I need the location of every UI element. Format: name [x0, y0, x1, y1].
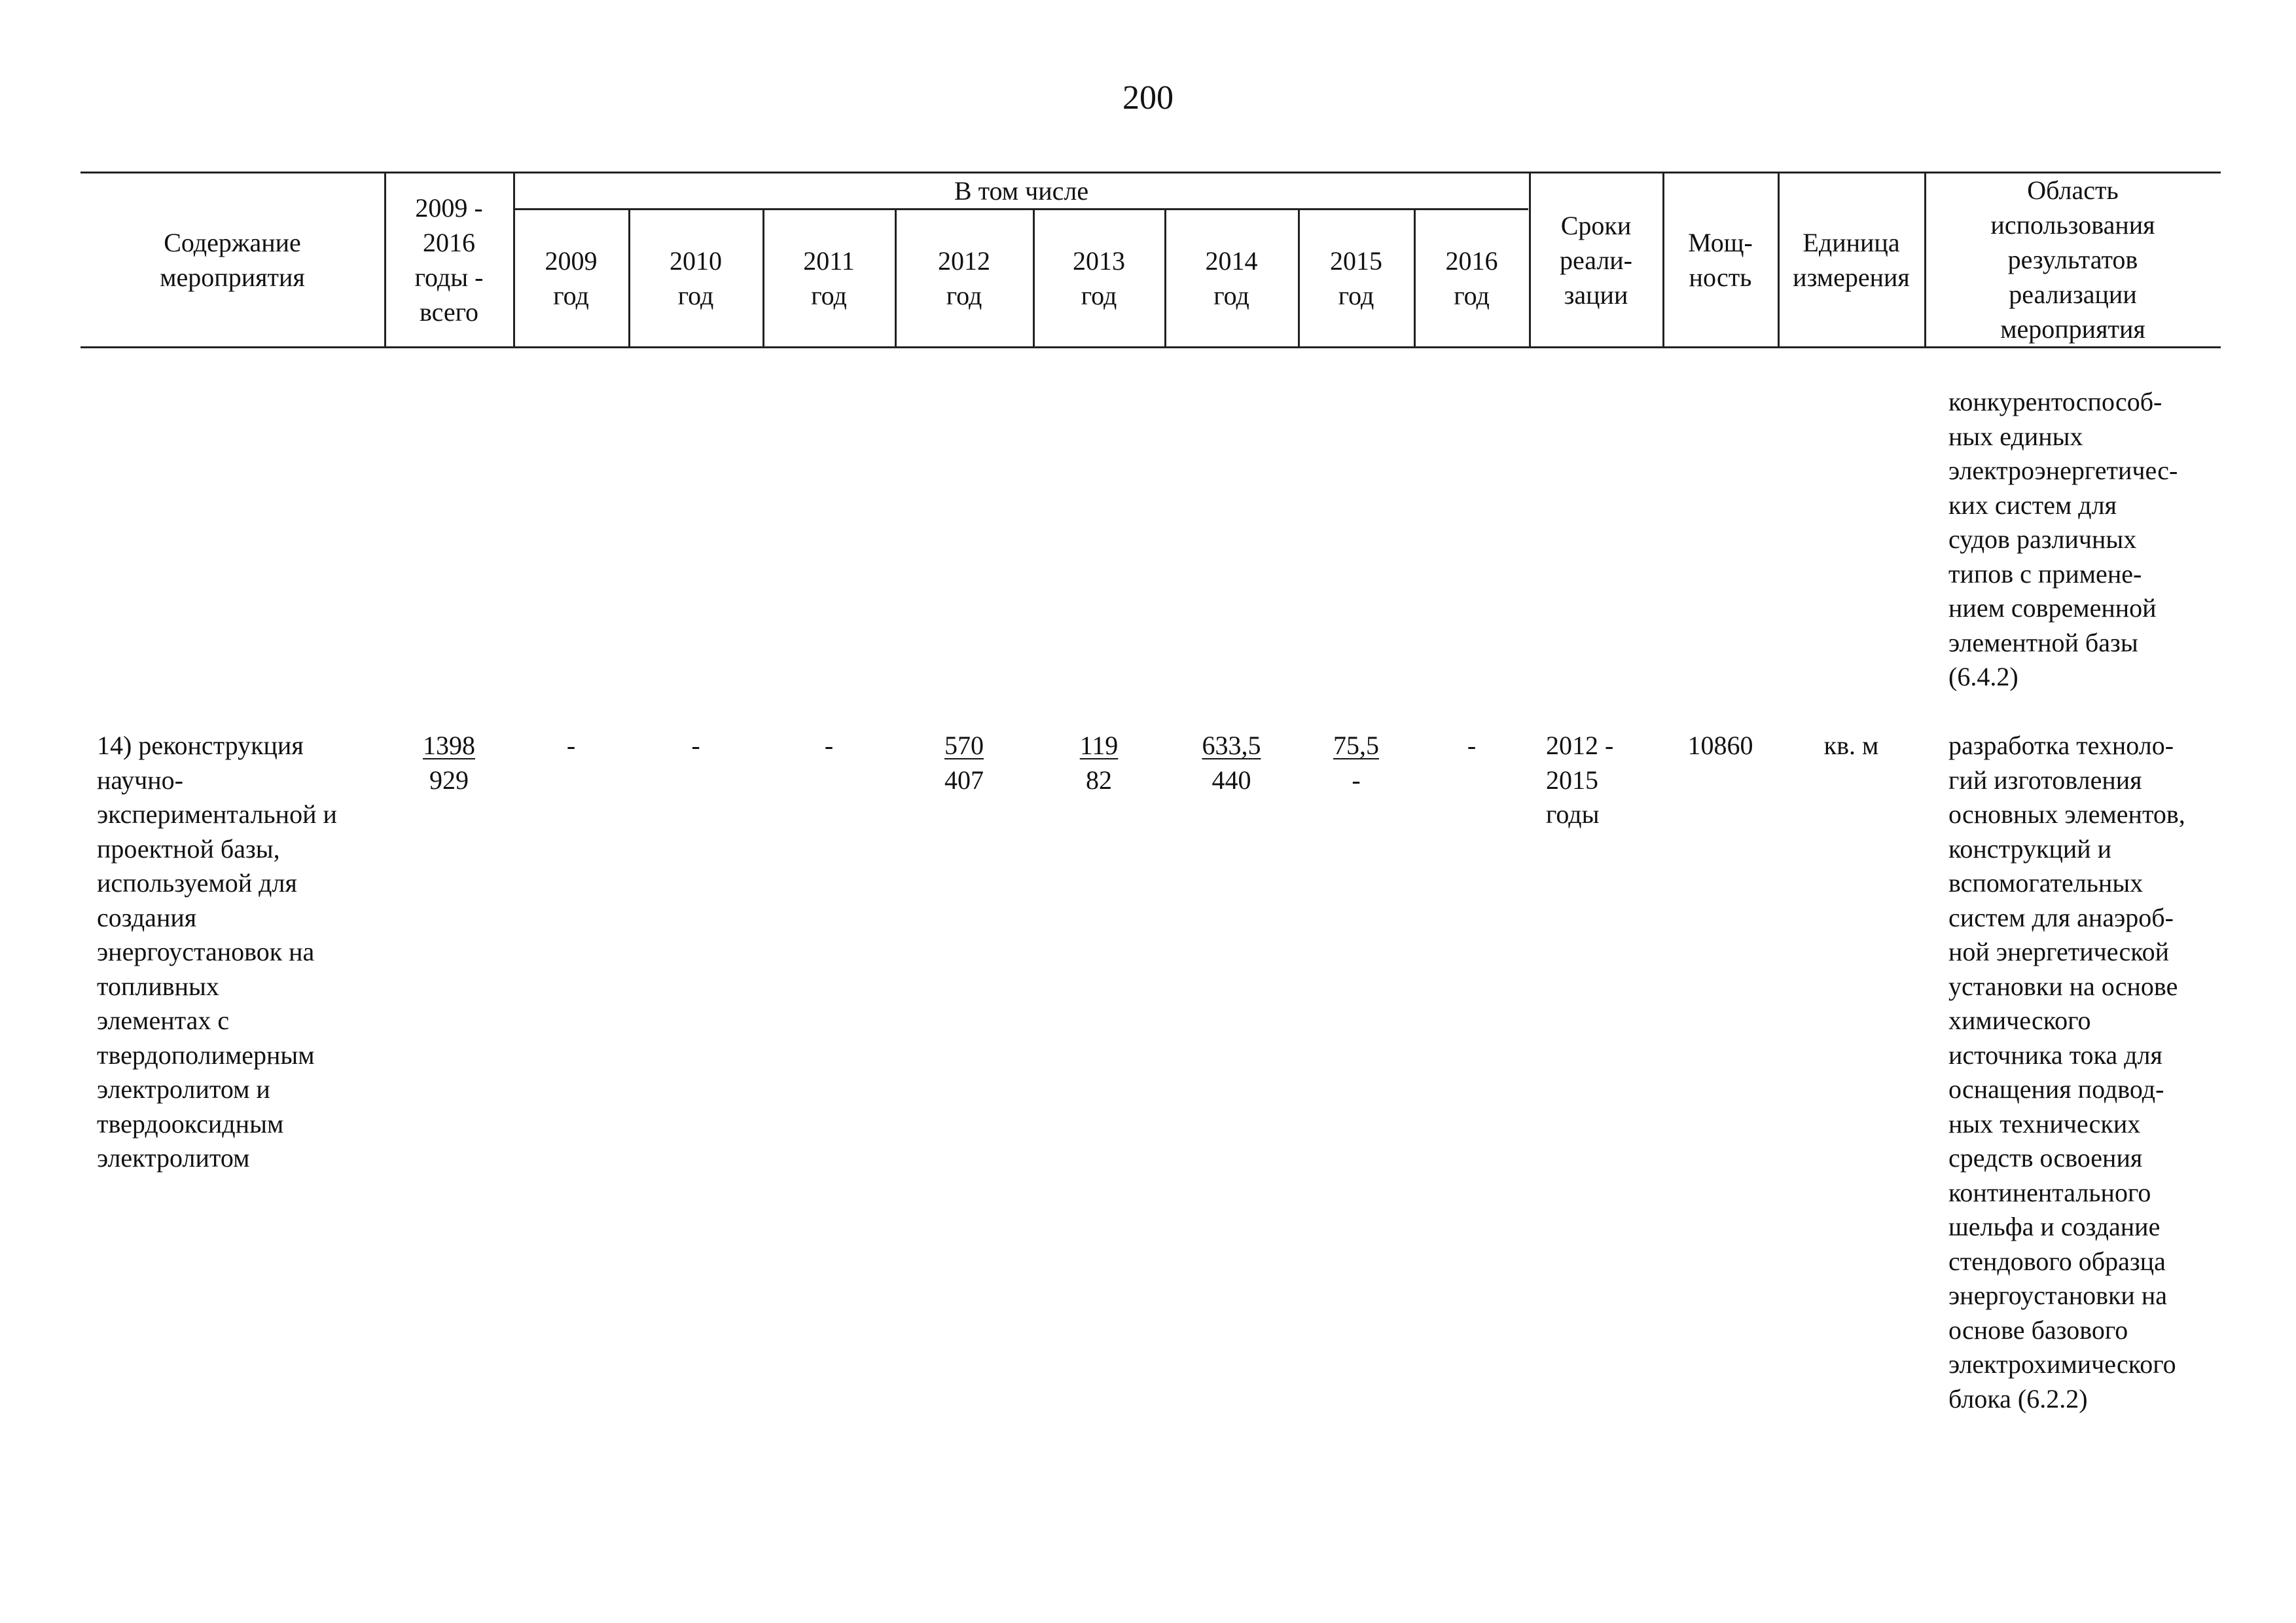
header-total: 2009 - 2016 годы - всего: [414, 193, 484, 327]
header-unit: Единица измерения: [1793, 228, 1910, 292]
row-2012-bottom: 407: [944, 765, 984, 795]
row-2015-top: 75,5: [1333, 731, 1379, 760]
row-2013-top: 119: [1079, 731, 1119, 760]
header-year-2012: 2012 год: [938, 246, 990, 310]
row-2013: [1033, 729, 1164, 797]
header-year-2015: 2015 год: [1330, 246, 1382, 310]
row-total-top: 1398: [423, 731, 475, 760]
continued-area-text: конкурентоспособ- ных единых электроэнергетичес- ких систем для судов различных типов с примене- нием современной элементной базы (6.4.2): [1948, 387, 2178, 691]
header-year-2013: 2013 год: [1073, 246, 1125, 310]
row-2012: [895, 729, 1033, 797]
row-2016: -: [1467, 731, 1477, 760]
header-year-2014: 2014 год: [1205, 246, 1258, 310]
row-capacity: 10860: [1687, 731, 1753, 760]
header-area: Область использования результатов реализации мероприятия: [1990, 175, 2155, 344]
row-2014: [1165, 729, 1298, 797]
row-area: разработка техноло- гий изготовления основных элементов, конструкций и вспомогательных систем для анаэроб- ной энергетической установки на основе химического источника тока для оснащения подвод- ных технических средств освоения континентального шельфа и создание стендового образца энергоустановки на основе базового электрохимического блока (6.2.2): [1948, 731, 2185, 1413]
header-year-2011: 2011 год: [803, 246, 855, 310]
row-2014-bottom: 440: [1211, 765, 1251, 795]
row-2015: [1299, 729, 1414, 797]
row-2013-bottom: 82: [1086, 765, 1112, 795]
row-2010: -: [691, 731, 700, 760]
header-including: В том числе: [954, 175, 1089, 206]
header-year-2010: 2010 год: [670, 246, 722, 310]
row-content: 14) реконструкция научно- экспериментальной и проектной базы, используемой для создания энергоустановок на топливных элементах с твердополимерным электролитом и твердооксидным электролитом: [97, 731, 337, 1173]
row-2011: -: [824, 731, 834, 760]
header-year-2009: 2009 год: [545, 246, 598, 310]
header-content: Содержание мероприятия: [160, 228, 305, 292]
row-2015-bottom: -: [1352, 765, 1361, 795]
row-total: [385, 729, 513, 797]
page-number: 200: [1122, 79, 1174, 117]
row-2009: -: [566, 731, 576, 760]
row-total-bottom: 929: [429, 765, 469, 795]
header-year-2016: 2016 год: [1445, 246, 1498, 310]
header-capacity: Мощ- ность: [1688, 228, 1753, 292]
header-terms: Сроки реали- зации: [1559, 210, 1633, 310]
row-unit: кв. м: [1823, 731, 1879, 760]
row-terms: 2012 - 2015 годы: [1546, 731, 1614, 829]
row-2014-top: 633,5: [1202, 731, 1261, 760]
row-2012-top: 570: [944, 731, 984, 760]
